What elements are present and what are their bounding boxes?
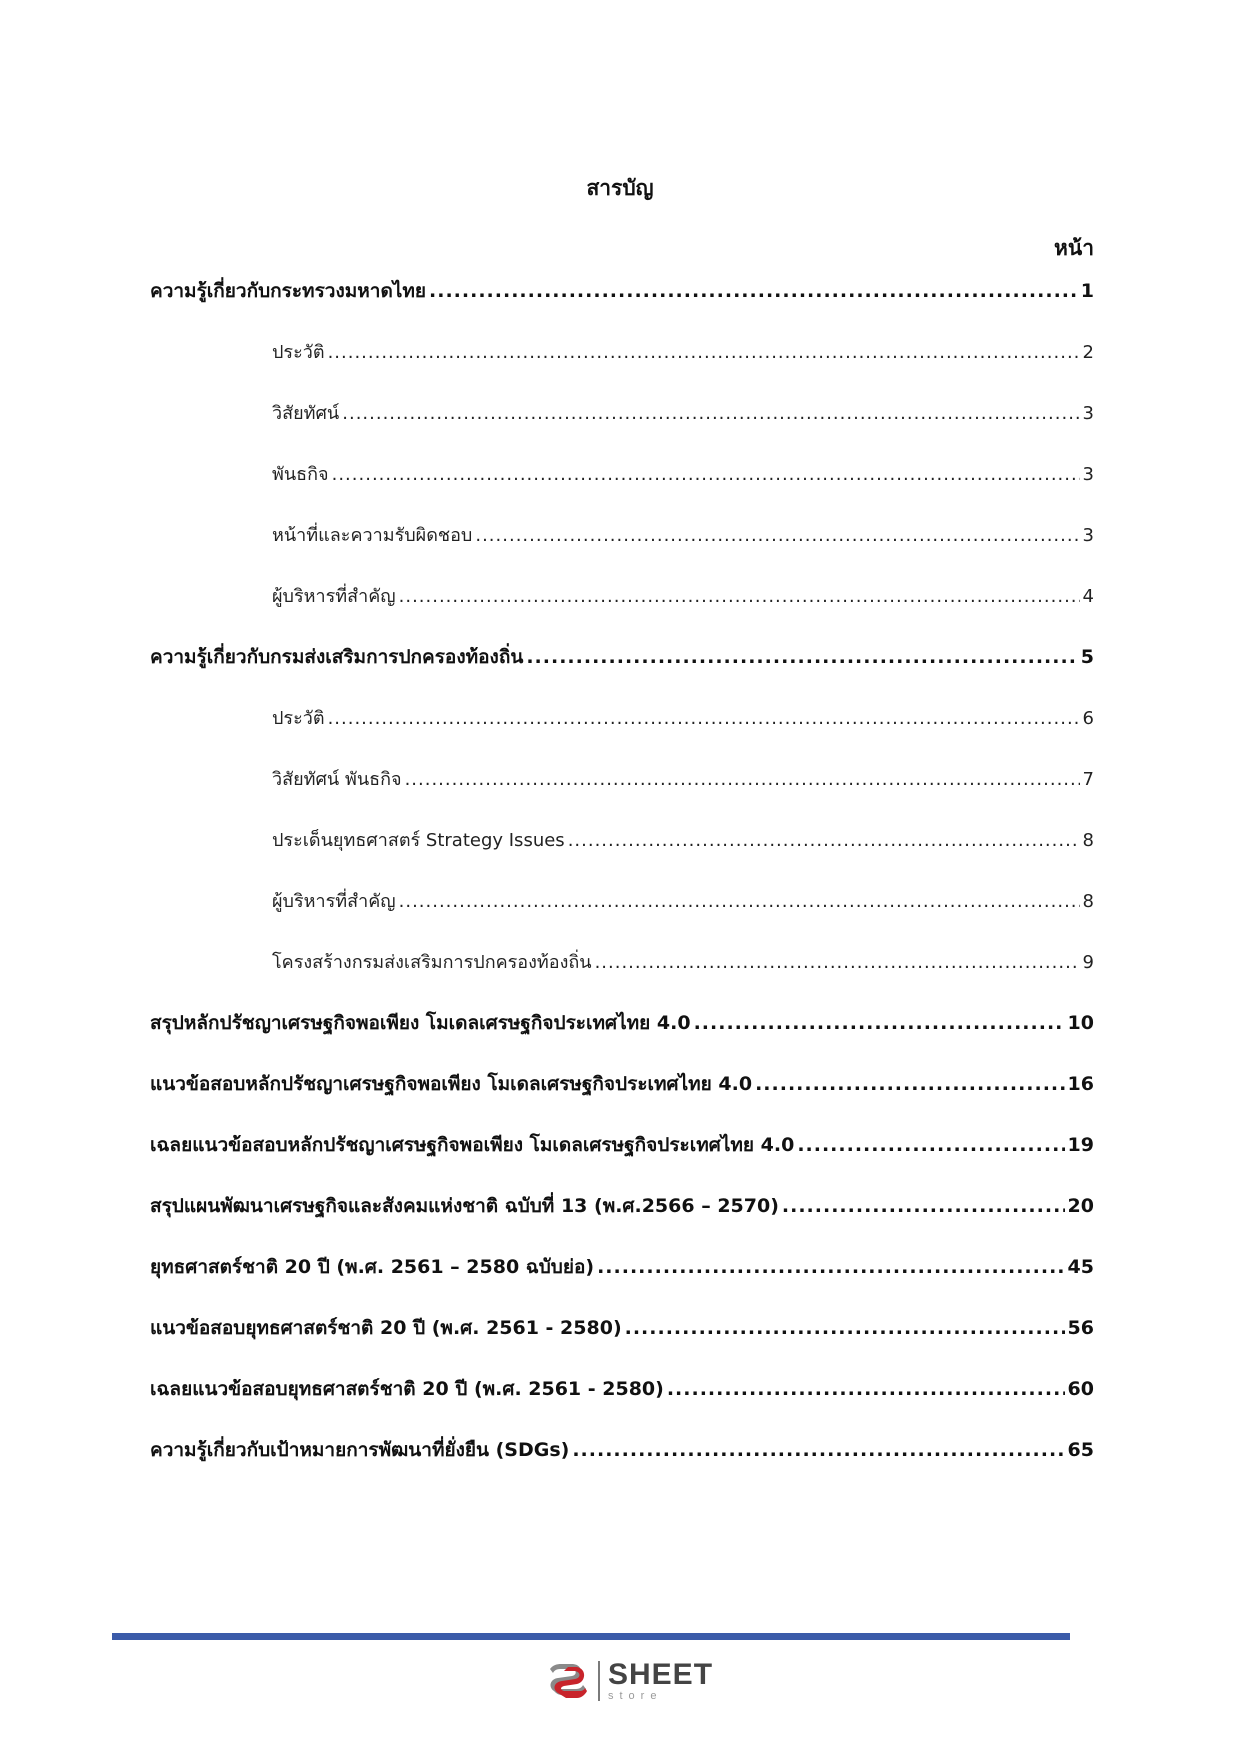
table-of-contents [150, 276, 1094, 1496]
toc-entry-sub[interactable] [150, 337, 1094, 398]
toc-leader-dots [595, 952, 1080, 973]
toc-leader-dots [667, 1378, 1065, 1400]
toc-entry-page: 8 [1082, 891, 1094, 912]
toc-entry-page: 5 [1080, 646, 1094, 668]
logo-divider [598, 1661, 600, 1701]
toc-leader-dots [405, 769, 1080, 790]
page-column-header: หน้า [1054, 236, 1094, 260]
toc-entry-page: 3 [1082, 525, 1094, 546]
toc-entry-sub[interactable] [150, 703, 1094, 764]
toc-entry-page: 16 [1067, 1073, 1094, 1095]
toc-leader-dots [429, 280, 1078, 302]
toc-leader-dots [328, 708, 1080, 729]
toc-entry-sub[interactable] [150, 581, 1094, 642]
toc-entry-page: 9 [1082, 952, 1094, 973]
toc-leader-dots [332, 464, 1080, 485]
toc-entry-page: 6 [1082, 708, 1094, 729]
toc-entry-label: แนวข้อสอบยุทธศาสตร์ชาติ 20 ปี (พ.ศ. 2561 - 2580) [150, 1317, 622, 1339]
toc-entry-main[interactable] [150, 1008, 1094, 1069]
toc-entry-label: เฉลยแนวข้อสอบยุทธศาสตร์ชาติ 20 ปี (พ.ศ. 2561 - 2580) [150, 1378, 664, 1400]
toc-leader-dots [328, 342, 1080, 363]
toc-entry-main[interactable] [150, 1069, 1094, 1130]
toc-entry-page: 2 [1082, 342, 1094, 363]
toc-title: สารบัญ [586, 176, 654, 200]
toc-leader-dots [399, 586, 1080, 607]
toc-entry-label: เฉลยแนวข้อสอบหลักปรัชญาเศรษฐกิจพอเพียง โมเดลเศรษฐกิจประเทศไทย 4.0 [150, 1134, 795, 1156]
footer-rule [112, 1633, 1070, 1640]
toc-entry-label: ความรู้เกี่ยวกับเป้าหมายการพัฒนาที่ยั่งยืน (SDGs) [150, 1439, 570, 1461]
toc-leader-dots [694, 1012, 1065, 1034]
toc-entry-label: ความรู้เกี่ยวกับกรมส่งเสริมการปกครองท้องถิ่น [150, 646, 524, 668]
toc-entry-label: วิสัยทัศน์ [272, 403, 340, 424]
toc-entry-page: 56 [1067, 1317, 1094, 1339]
toc-entry-label: ประเด็นยุทธศาสตร์ Strategy Issues [272, 830, 565, 851]
toc-entry-sub[interactable] [150, 398, 1094, 459]
sheet-store-s-icon [544, 1657, 592, 1705]
toc-entry-sub[interactable] [150, 520, 1094, 581]
toc-entry-label: แนวข้อสอบหลักปรัชญาเศรษฐกิจพอเพียง โมเดลเศรษฐกิจประเทศไทย 4.0 [150, 1073, 753, 1095]
toc-entry-page: 4 [1082, 586, 1094, 607]
toc-entry-sub[interactable] [150, 825, 1094, 886]
toc-leader-dots [568, 830, 1080, 851]
toc-entry-main[interactable] [150, 1374, 1094, 1435]
toc-entry-label: สรุปแผนพัฒนาเศรษฐกิจและสังคมแห่งชาติ ฉบับที่ 13 (พ.ศ.2566 – 2570) [150, 1195, 779, 1217]
toc-entry-label: ประวัติ [272, 342, 325, 363]
toc-entry-page: 60 [1067, 1378, 1094, 1400]
toc-entry-page: 3 [1082, 464, 1094, 485]
toc-entry-main[interactable] [150, 276, 1094, 337]
toc-entry-label: ยุทธศาสตร์ชาติ 20 ปี (พ.ศ. 2561 – 2580 ฉบับย่อ) [150, 1256, 595, 1278]
toc-entry-label: ประวัติ [272, 708, 325, 729]
toc-leader-dots [475, 525, 1079, 546]
logo-subword: store [608, 1690, 663, 1702]
toc-entry-page: 7 [1082, 769, 1094, 790]
toc-leader-dots [755, 1073, 1064, 1095]
toc-entry-page: 3 [1082, 403, 1094, 424]
toc-leader-dots [782, 1195, 1065, 1217]
toc-entry-label: วิสัยทัศน์ พันธกิจ [272, 769, 402, 790]
toc-entry-label: โครงสร้างกรมส่งเสริมการปกครองท้องถิ่น [272, 952, 592, 973]
toc-leader-dots [526, 646, 1077, 668]
toc-entry-page: 65 [1067, 1439, 1094, 1461]
toc-leader-dots [625, 1317, 1065, 1339]
toc-entry-label: สรุปหลักปรัชญาเศรษฐกิจพอเพียง โมเดลเศรษฐกิจประเทศไทย 4.0 [150, 1012, 691, 1034]
toc-entry-page: 19 [1067, 1134, 1094, 1156]
toc-entry-label: ผู้บริหารที่สำคัญ [272, 586, 396, 607]
toc-entry-label: ผู้บริหารที่สำคัญ [272, 891, 396, 912]
toc-entry-main[interactable] [150, 1252, 1094, 1313]
toc-entry-main[interactable] [150, 642, 1094, 703]
toc-entry-sub[interactable] [150, 947, 1094, 1008]
toc-entry-main[interactable] [150, 1130, 1094, 1191]
toc-entry-page: 8 [1082, 830, 1094, 851]
toc-leader-dots [342, 403, 1079, 424]
toc-entry-page: 1 [1080, 280, 1094, 302]
logo-text [608, 1660, 713, 1702]
toc-leader-dots [797, 1134, 1064, 1156]
sheet-store-logo [544, 1656, 713, 1706]
toc-leader-dots [597, 1256, 1064, 1278]
toc-entry-sub[interactable] [150, 886, 1094, 947]
toc-leader-dots [572, 1439, 1064, 1461]
toc-entry-label: พันธกิจ [272, 464, 329, 485]
toc-entry-main[interactable] [150, 1435, 1094, 1496]
toc-entry-main[interactable] [150, 1313, 1094, 1374]
toc-entry-label: หน้าที่และความรับผิดชอบ [272, 525, 473, 546]
toc-entry-main[interactable] [150, 1191, 1094, 1252]
toc-entry-sub[interactable] [150, 459, 1094, 520]
toc-entry-label: ความรู้เกี่ยวกับกระทรวงมหาดไทย [150, 280, 427, 302]
toc-entry-page: 45 [1067, 1256, 1094, 1278]
logo-word: SHEET [608, 1658, 714, 1691]
toc-entry-page: 20 [1067, 1195, 1094, 1217]
toc-entry-sub[interactable] [150, 764, 1094, 825]
toc-entry-page: 10 [1067, 1012, 1094, 1034]
toc-leader-dots [399, 891, 1080, 912]
